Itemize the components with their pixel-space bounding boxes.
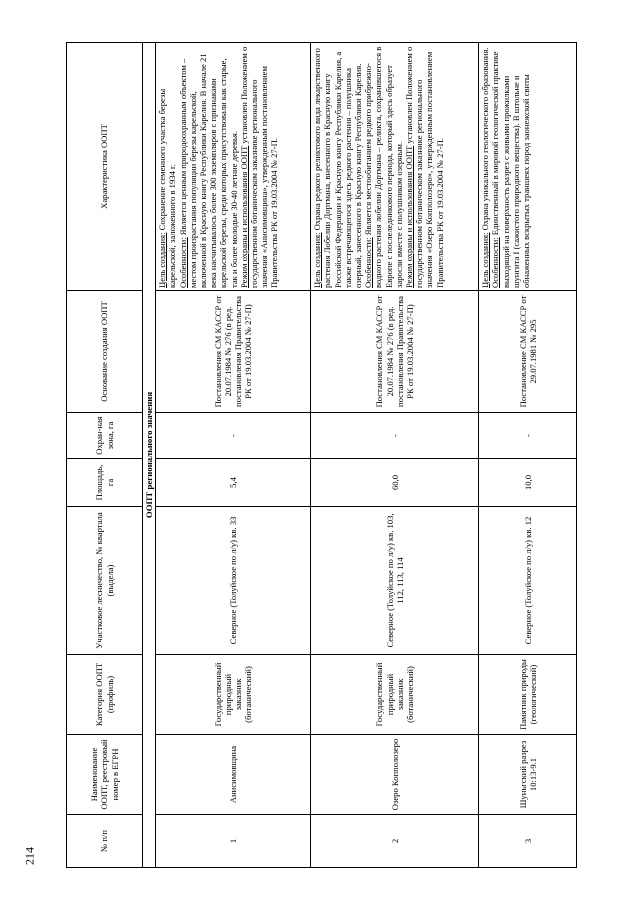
cell-category: Государственный природный заказник (ботанический) xyxy=(156,655,311,735)
char-features: Особенности: Является местообитанием редкого прибрежно-водного растения лобелии Дортмана – реликта, сохранившегося в Европе с послеледникового периода, который здесь образует заросли вместе с полушником озерным. xyxy=(363,46,404,288)
cell-category: Государственный природный заказник (ботанический) xyxy=(311,655,479,735)
char-regime: Режим охраны и использования ООПТ установлен Положением о государственном ботаническом заказнике регионального значения «Озеро Копполозеро», утвержденным постановлением Правительства РК от 19.03.2004 № 27-П. xyxy=(404,46,445,288)
cell-num: 1 xyxy=(156,815,311,868)
table-row xyxy=(479,43,577,868)
char-purpose: Цель создания: Охрана уникального геологического образования. xyxy=(480,47,491,288)
cell-category: Памятник природы (геологический) xyxy=(479,655,577,735)
cell-name: Озеро Копполозеро xyxy=(311,735,479,815)
cell-basis: Постановления СМ КАССР от 20.07.1984 № 276 (в ред. постановления Правительства РК от 19.03.2004 № 27-П) xyxy=(311,291,479,413)
section-row xyxy=(143,43,156,868)
rotated-table-container xyxy=(66,43,576,868)
cell-forestry: Северное (Толуйское по л/у) кв. 33 xyxy=(156,507,311,655)
char-regime: Режим охраны и использования ООПТ установлен Положением о государственном ботаническом заказнике регионального значения «Анисимовщина», утвержденным постановлением Правительства РК от 19.03.2004 № 27-П. xyxy=(238,46,280,288)
cell-buffer: - xyxy=(311,413,479,459)
cell-num: 2 xyxy=(311,815,479,868)
table-row xyxy=(311,43,479,868)
header-name: Наименование ООПТ, реестровый номер в ЕГРН xyxy=(67,735,143,815)
cell-area: 10,0 xyxy=(479,459,577,507)
cell-characteristics xyxy=(311,43,479,291)
cell-forestry: Северное (Толуйское по л/у) кв. 103, 112, 113, 114 xyxy=(311,507,479,655)
cell-area: 60,0 xyxy=(311,459,479,507)
cell-name: Анисимовщина xyxy=(156,735,311,815)
header-forestry: Участковое лесничество, № квартала (выдела) xyxy=(67,507,143,655)
cell-buffer: - xyxy=(156,413,311,459)
cell-characteristics xyxy=(479,43,577,291)
cell-forestry: Северное (Толуйское по л/у) кв. 12 xyxy=(479,507,577,655)
cell-area: 5,4 xyxy=(156,459,311,507)
cell-buffer: - xyxy=(479,413,577,459)
table-row xyxy=(156,43,311,868)
cell-basis: Постановление СМ КАССР от 29.07.1981 № 295 xyxy=(479,291,577,413)
header-characteristics: Характеристика ООПТ xyxy=(67,43,143,291)
header-num: № п/п xyxy=(67,815,143,868)
char-purpose: Цель создания: Охрана редкого реликтового вида лекарственного растения Лобелии Дортмана, внесенного в Красную книгу Российской Федерации и Красную книгу Республики Карелия, а также встречающегося здесь редкого растения – полушника озерный, занесенного в Красную книгу Республики Карелия. xyxy=(312,48,364,288)
header-basis: Основание создания ООПТ xyxy=(67,291,143,413)
header-category: Категория ООПТ (профиль) xyxy=(67,655,143,735)
char-features: Особенности: Единственный в мировой геологической практике выходящий на поверхность разрез с живыми прожилками шунгита I (сажистого природного вещества). В штольне и обнаженных вскрытых траншеях пород заонежской свиты xyxy=(490,51,532,288)
table-header-row xyxy=(67,43,143,868)
cell-basis: Постановления СМ КАССР от 20.07.1984 № 276 (в ред. постановления Правительства РК от 19.03.2004 № 27-П) xyxy=(156,291,311,413)
char-purpose: Цель создания: Сохранение семенного участка березы карельской, заложенного в 1934 г. xyxy=(157,88,178,288)
header-area: Площадь, га xyxy=(67,459,143,507)
cell-name: Шуньгский разрез 10:13-9.1 xyxy=(479,735,577,815)
section-title: ООПТ регионального значения xyxy=(143,43,156,868)
header-buffer: Охран-ная зона, га xyxy=(67,413,143,459)
char-features: Особенности: Является ценным природоохранным объектом – местом произрастания популяции березы карельской, включенной в Красную книгу Республики Карелия. В начале 21 века насчитывалось более 300 экземпляров с признаками карельской березы, среди которых присутствовали как старые, так и более молодые 30-40 летние деревья. xyxy=(177,53,239,288)
page-number: 214 xyxy=(22,847,37,865)
protected-areas-table xyxy=(66,42,577,868)
cell-characteristics xyxy=(156,43,311,291)
cell-num: 3 xyxy=(479,815,577,868)
